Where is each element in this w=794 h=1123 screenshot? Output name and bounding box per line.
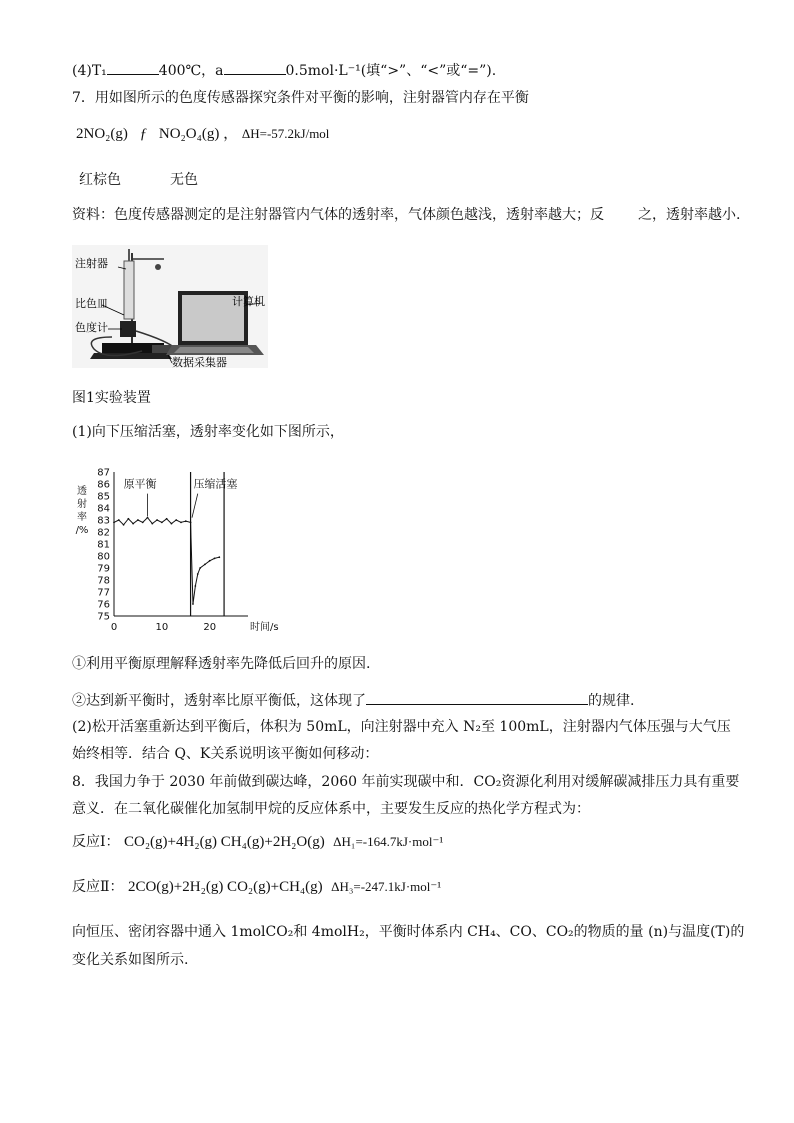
label-cuvette: 比色皿 <box>75 297 108 310</box>
data-point <box>113 522 115 524</box>
y-tick-label: 86 <box>97 479 110 491</box>
y-axis-label-char: 率 <box>77 512 87 523</box>
y-tick-label: 75 <box>97 611 110 623</box>
label-collector: 数据采集器 <box>172 356 227 369</box>
equation-sep: ， <box>223 126 239 142</box>
q7-stem: 7．用如图所示的色度传感器探究条件对平衡的影响，注射器管内存在平衡 <box>72 90 529 106</box>
x-tick-label: 10 <box>155 622 169 633</box>
data-point <box>197 573 199 575</box>
y-tick-label: 80 <box>97 551 110 563</box>
data-point <box>127 518 129 520</box>
data-point <box>166 518 168 520</box>
reaction-2-equation: 2CO(g)+2H₂(g) CO₂(g)+CH₄(g) <box>127 879 323 895</box>
x-tick-label: 20 <box>203 622 217 633</box>
reaction-2-dh: ΔH₃=-247.1kJ·mol⁻¹ <box>331 879 442 894</box>
y-axis-label-char: 射 <box>77 499 87 510</box>
q7-info: 资料：色度传感器测定的是注射器管内气体的透射率，气体颜色越浅，透射率越大；反 之，透射率越小. <box>72 207 741 223</box>
q7-question-a: ①利用平衡原理解释透射率先降低后回升的原因. <box>72 656 371 672</box>
y-tick-label: 87 <box>97 467 110 479</box>
y-tick-label: 79 <box>97 563 110 575</box>
y-tick-label: 83 <box>97 515 110 527</box>
data-point <box>204 564 206 566</box>
reaction-2: 反应Ⅱ： 2CO(g)+2H₂(g) CO₂(g)+CH₄(g) ΔH₃=-247.1kJ·mol⁻¹ <box>72 879 442 895</box>
data-point <box>194 585 196 587</box>
label-syringe: 注射器 <box>75 257 108 270</box>
q7-part2-b: 始终相等．结合 Q、K关系说明该平衡如何移动： <box>72 746 379 762</box>
q8-stem-b: 意义．在二氧化碳催化加氢制甲烷的反应体系中，主要发生反应的热化学方程式为： <box>72 801 590 817</box>
chart-svg <box>70 466 279 644</box>
y-tick-label: 85 <box>97 491 110 503</box>
color-right-label: 无色 <box>170 172 198 188</box>
q6-part4-line: (4)T₁ 400℃，a 0.5mol·L⁻¹(填“>”、“<”或“=”). <box>72 60 496 81</box>
equation-right: NO₂O₄(g) <box>158 126 220 142</box>
y-axis-label-char: 透 <box>77 486 87 497</box>
data-point <box>118 519 120 521</box>
data-point <box>142 522 144 524</box>
annotation-original-equilibrium: 原平衡 <box>123 477 157 491</box>
data-point <box>156 519 158 521</box>
color-left-label: 红棕色 <box>79 172 121 188</box>
y-tick-label: 78 <box>97 575 110 587</box>
apparatus-figure <box>72 245 268 368</box>
equilibrium-arrow: ƒ <box>139 126 148 142</box>
reaction-1: 反应Ⅰ： CO₂(g)+4H₂(g) CH₄(g)+2H₂O(g) ΔH₁=-164.7kJ·mol⁻¹ <box>72 834 444 850</box>
data-point <box>147 517 149 519</box>
annotation-compress-piston: 压缩活塞 <box>193 477 238 491</box>
q7-question-b: ②达到新平衡时，透射率比原平衡低，这体现了 的规律. <box>72 690 634 711</box>
y-tick-label: 77 <box>97 587 110 599</box>
y-axis-label-char: /% <box>75 525 89 536</box>
q8-tail-b: 变化关系如图所示. <box>72 952 189 968</box>
answer-blank[interactable] <box>107 60 159 75</box>
equation-dh: ΔH=-57.2kJ/mol <box>241 126 330 141</box>
q7-equation <box>76 124 329 144</box>
annotation-arrow <box>192 494 198 518</box>
data-point <box>132 523 134 525</box>
data-point <box>218 556 220 558</box>
data-point <box>137 519 139 521</box>
data-point <box>123 524 125 526</box>
data-point <box>199 567 201 569</box>
answer-blank[interactable] <box>366 690 588 705</box>
q7-part1: (1)向下压缩活塞，透射率变化如下图所示， <box>72 424 344 440</box>
reaction-1-equation: CO₂(g)+4H₂(g) CH₄(g)+2H₂O(g) <box>123 834 325 850</box>
data-point <box>185 520 187 522</box>
x-axis-label: 时间/s <box>250 622 279 633</box>
data-point <box>209 560 211 562</box>
transmittance-chart <box>70 466 279 644</box>
data-point <box>192 603 194 605</box>
data-point <box>161 522 163 524</box>
data-point <box>171 523 173 525</box>
y-tick-label: 76 <box>97 599 110 611</box>
q8-tail-a: 向恒压、密闭容器中通入 1molCO₂和 4molH₂，平衡时体系内 CH₄、CO、CO₂的物质的量 (n)与温度(T)的 <box>72 924 745 940</box>
data-point <box>214 558 216 560</box>
equation-left: 2NO₂(g) <box>76 126 128 142</box>
y-tick-label: 81 <box>97 539 110 551</box>
answer-blank[interactable] <box>224 60 286 75</box>
label-colorimeter: 色度计 <box>75 321 108 334</box>
y-tick-label: 82 <box>97 527 110 539</box>
data-point <box>190 522 192 524</box>
series-line <box>114 518 219 604</box>
data-point <box>151 523 153 525</box>
q7-part2-a: (2)松开活塞重新达到平衡后，体积为 50mL，向注射器中充入 N₂至 100mL，注射器内气体压强与大气压 <box>72 719 731 735</box>
figure-caption: 图1实验装置 <box>72 390 151 406</box>
y-tick-label: 84 <box>97 503 110 515</box>
x-tick-label: 0 <box>110 622 118 633</box>
data-point <box>175 519 177 521</box>
q8-stem-a: 8．我国力争于 2030 年前做到碳达峰，2060 年前实现碳中和．CO₂资源化利用对缓解碳减排压力具有重要 <box>72 774 740 790</box>
reaction-1-dh: ΔH₁=-164.7kJ·mol⁻¹ <box>333 834 444 849</box>
label-computer: 计算机 <box>232 295 265 308</box>
data-point <box>180 522 182 524</box>
